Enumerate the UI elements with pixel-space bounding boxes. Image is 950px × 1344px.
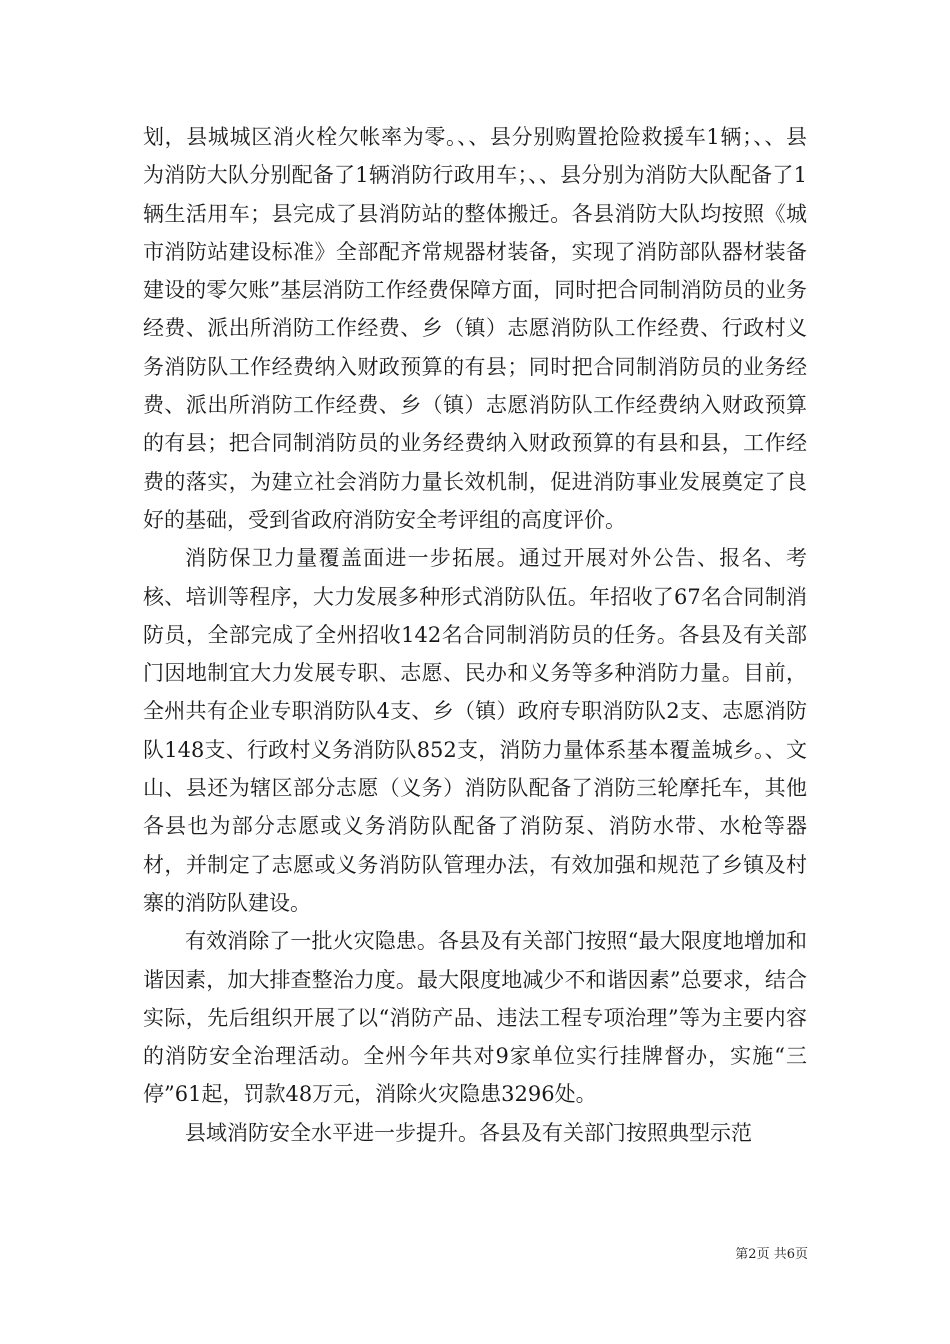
paragraph-2: 消防保卫力量覆盖面进一步拓展。通过开展对外公告、报名、考核、培训等程序，大力发展多种形式消防队伍。年招收了67名合同制消防员，全部完成了全州招收142名合同制消防员的任务。各县及有关部门因地制宜大力发展专职、志愿、民办和义务等多种消防力量。目前，全州共有企业专职消防队4支、乡（镇）政府专职消防队2支、志愿消防队148支、行政村义务消防队852支，消防力量体系基本覆盖城乡。、文山、县还为辖区部分志愿（义务）消防队配备了消防三轮摩托车，其他各县也为部分志愿或义务消防队配备了消防泵、消防水带、水枪等器材，并制定了志愿或义务消防队管理办法，有效加强和规范了乡镇及村寨的消防队建设。 [143, 546, 807, 915]
footer-suffix: 页 [794, 1247, 808, 1262]
paragraph-1: 划，县城城区消火栓欠帐率为零。、、县分别购置抢险救援车1辆；、、县为消防大队分别配备了1辆消防行政用车；、、县分别为消防大队配备了1辆生活用车；县完成了县消防站的整体搬迁。各县消防大队均按照《城市消防站建设标准》全部配齐常规器材装备，实现了消防部队器材装备建设的零欠账”基层消防工作经费保障方面，同时把合同制消防员的业务经费、派出所消防工作经费、乡（镇）志愿消防队工作经费、行政村义务消防队工作经费纳入财政预算的有县；同时把合同制消防员的业务经费、派出所消防工作经费、乡（镇）志愿消防队工作经费纳入财政预算的有县；把合同制消防员的业务经费纳入财政预算的有县和县，工作经费的落实，为建立社会消防力量长效机制，促进消防事业发展奠定了良好的基础，受到省政府消防安全考评组的高度评价。 [143, 125, 807, 532]
document-body [143, 118, 807, 1152]
footer-current-page: 2 [748, 1247, 757, 1262]
page-number-footer [735, 1243, 808, 1262]
paragraph-3: 有效消除了一批火灾隐患。各县及有关部门按照“最大限度地增加和谐因素，加大排查整治力度。最大限度地减少不和谐因素”总要求，结合实际，先后组织开展了以“消防产品、违法工程专项治理”等为主要内容的消防安全治理活动。全州今年共对9家单位实行挂牌督办，实施“三停”61起，罚款48万元，消除火灾隐患3296处。 [143, 929, 807, 1107]
paragraph-4: 县域消防安全水平进一步提升。各县及有关部门按照典型示范 [185, 1120, 752, 1145]
footer-prefix: 第 [735, 1247, 749, 1262]
footer-total-pages: 6 [786, 1247, 795, 1262]
footer-middle: 页 共 [756, 1247, 787, 1262]
